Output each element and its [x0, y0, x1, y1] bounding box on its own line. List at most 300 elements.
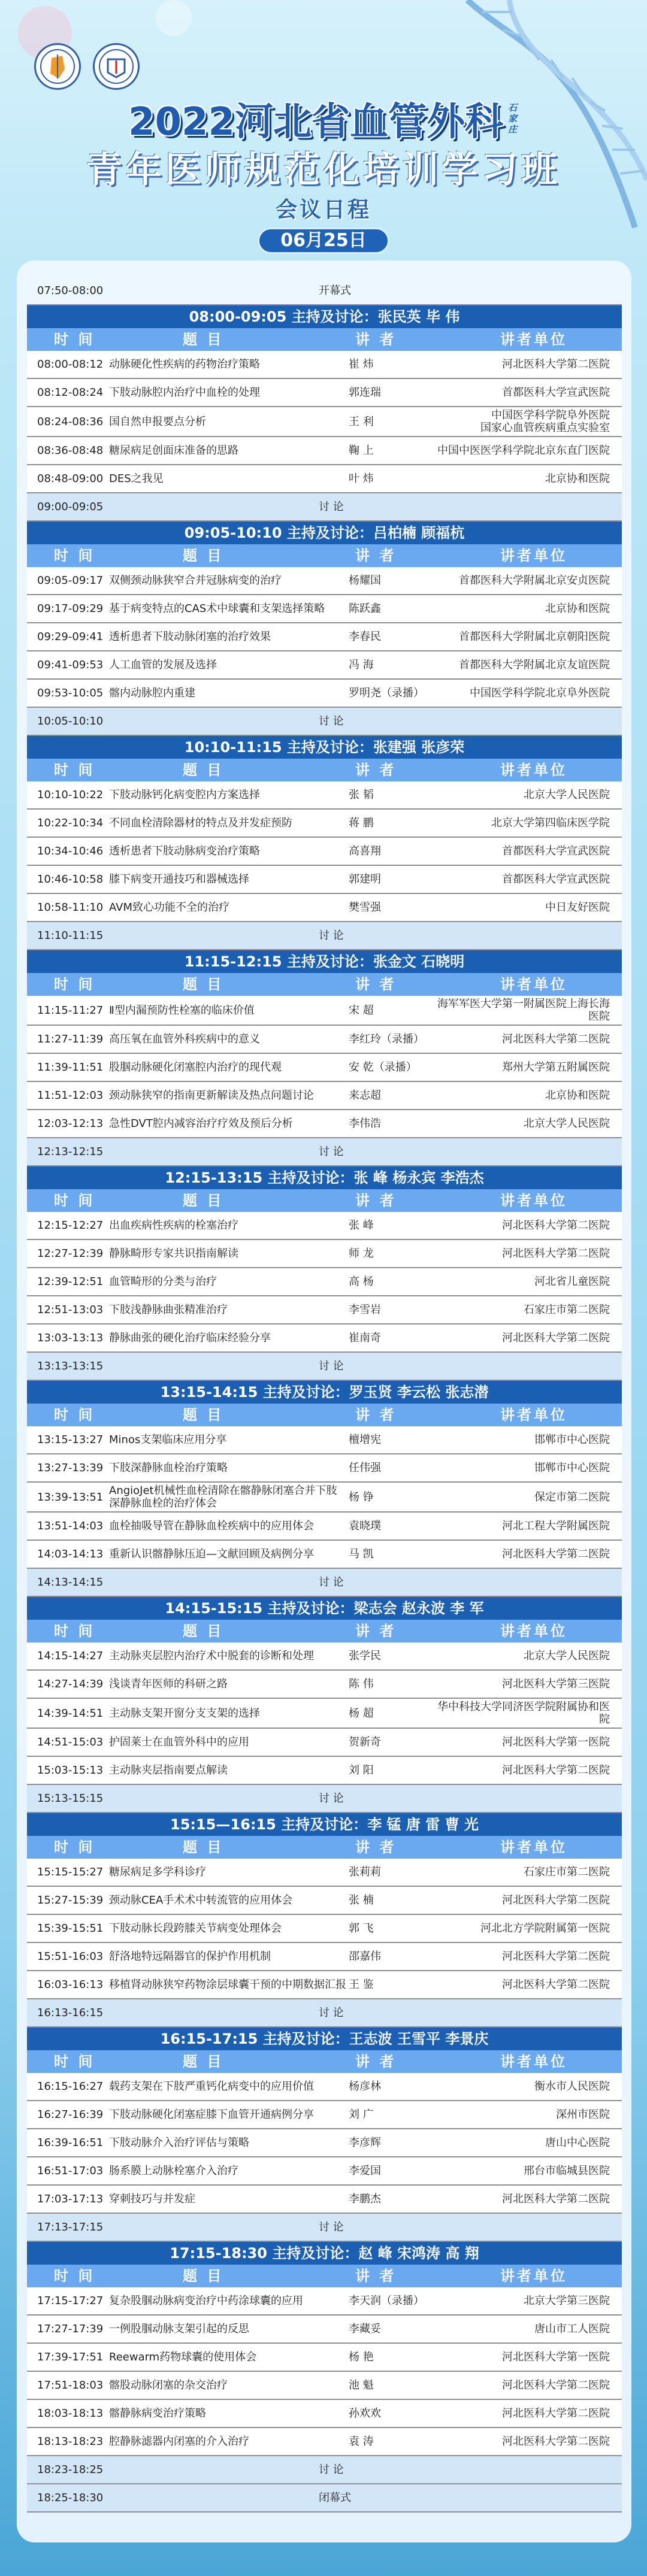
column-header-speaker: 讲 者	[355, 2053, 397, 2070]
row-topic: 动脉硬化性疾病的药物治疗策略	[109, 358, 260, 371]
event-title-line1-container	[0, 91, 647, 146]
column-header-speaker: 讲 者	[355, 547, 397, 564]
row-unit: 中国中医医学科学院北京东直门医院	[437, 444, 610, 457]
row-speaker: 任伟强	[349, 1462, 381, 1474]
table-row	[27, 810, 622, 838]
session-hosts: 张建强 张彦荣	[373, 739, 465, 756]
row-unit: 河北医科大学第二医院	[502, 1894, 610, 1907]
table-row	[27, 623, 622, 651]
column-header-unit: 讲者单位	[500, 1623, 567, 1639]
row-topic: 颈动脉CEA手术术中转流管的应用体会	[109, 1894, 293, 1907]
row-time: 17:13-17:15	[37, 2221, 104, 2233]
row-time: 14:27-14:39	[37, 1678, 104, 1690]
row-unit: 北京大学第三医院	[524, 2295, 610, 2307]
row-time: 09:41-09:53	[37, 659, 104, 671]
row-unit: 河北医科大学第二医院	[502, 1548, 610, 1560]
column-header-row	[27, 973, 622, 996]
row-time: 13:27-13:39	[37, 1462, 104, 1474]
row-time: 09:17-09:29	[37, 602, 104, 615]
row-label: 讨 论	[319, 2221, 344, 2233]
row-unit: 河北医科大学第一医院	[502, 1736, 610, 1748]
row-time: 09:00-09:05	[37, 501, 104, 513]
session-hosts: 梁志会 赵永波 李 军	[353, 1600, 484, 1617]
row-speaker: 郭建明	[349, 873, 381, 886]
column-header-topic: 题 目	[183, 1623, 224, 1639]
row-speaker: 张 峰	[349, 1219, 374, 1232]
row-speaker: 罗明尧（录播）	[349, 687, 424, 699]
table-row	[27, 2157, 622, 2186]
row-speaker: 郭连瑞	[349, 386, 381, 399]
row-time: 15:39-15:51	[37, 1922, 104, 1935]
row-unit: 石家庄市第二医院	[524, 1866, 610, 1878]
row-time: 10:34-10:46	[37, 845, 104, 857]
row-topic: 下肢动脉钙化病变腔内方案选择	[109, 789, 260, 801]
row-unit: 河北医科大学第二医院	[502, 1764, 610, 1777]
row-time: 08:36-08:48	[37, 444, 104, 457]
row-unit: 保定市第二医院	[534, 1490, 610, 1504]
table-row	[27, 1082, 622, 1110]
row-speaker: 高喜翔	[349, 845, 381, 857]
column-header-topic: 题 目	[183, 2268, 224, 2284]
table-row	[27, 465, 622, 493]
session-header	[27, 2242, 622, 2265]
row-speaker: 孙欢欢	[349, 2407, 381, 2420]
table-row	[27, 1971, 622, 1999]
row-label: 讨 论	[319, 1145, 344, 1158]
row-topic: 舒洛地特远隔器官的保护作用机制	[109, 1950, 271, 1963]
column-header-row	[27, 2050, 622, 2073]
row-speaker: 刘 阳	[349, 1764, 374, 1777]
row-unit: 海军军医大学第一附属医院上海长海医院	[437, 998, 610, 1023]
row-topic: 肠系膜上动脉栓塞介入治疗	[109, 2165, 238, 2177]
row-speaker: 李伟浩	[349, 1117, 381, 1130]
row-unit: 河北医科大学第二医院	[502, 1978, 610, 1991]
row-unit: 唐山中心医院	[545, 2136, 610, 2149]
row-topic: 基于病变特点的CAS术中球囊和支架选择策略	[109, 602, 325, 615]
row-topic: 静脉曲张的硬化治疗临床经验分享	[109, 1332, 271, 1344]
host-label: 主持及讨论：	[262, 2031, 349, 2047]
row-time: 08:24-08:36	[37, 415, 104, 428]
row-unit: 北京协和医院	[545, 472, 610, 485]
table-row	[27, 1541, 622, 1569]
row-speaker: 李天润（录播）	[349, 2295, 424, 2307]
column-header-unit: 讲者单位	[500, 2053, 567, 2070]
row-topic: 血栓抽吸导管在静脉血栓疾病中的应用体会	[109, 1520, 314, 1532]
row-unit: 河北医科大学第二医院	[502, 1247, 610, 1260]
row-unit: 河北医科大学第二医院	[502, 2407, 610, 2420]
table-row	[27, 1026, 622, 1054]
row-unit: 河北工程大学附属医院	[502, 1520, 610, 1532]
table-row	[27, 351, 622, 379]
row-speaker: 李鹏杰	[349, 2193, 381, 2205]
row-unit: 北京大学人民医院	[524, 789, 610, 801]
table-row	[27, 437, 622, 465]
row-time: 14:15-14:27	[37, 1650, 104, 1662]
row-topic: 下肢动脉腔内治疗中血栓的处理	[109, 386, 260, 399]
row-topic: DES之我见	[109, 472, 164, 485]
session-header	[27, 522, 622, 544]
table-row	[27, 1483, 622, 1513]
row-unit: 河北医科大学第一医院	[502, 2351, 610, 2363]
session-header	[27, 305, 622, 328]
session-header	[27, 950, 622, 973]
row-speaker: 杨彦林	[349, 2080, 381, 2093]
row-topic: 膝下病变开通技巧和器械选择	[109, 873, 249, 886]
row-unit: 河北医科大学第三医院	[502, 1678, 610, 1690]
closing-row	[27, 2484, 622, 2513]
row-unit: 首都医科大学宣武医院	[502, 873, 610, 886]
row-speaker: 张莉莉	[349, 1866, 381, 1878]
session-header	[27, 2028, 622, 2050]
university-hospital-logo	[93, 43, 140, 90]
row-speaker: 李春民	[349, 631, 381, 643]
column-header-unit: 讲者单位	[500, 976, 567, 993]
row-speaker: 邵嘉伟	[349, 1950, 381, 1963]
row-topic: Minos支架临床应用分享	[109, 1434, 227, 1446]
column-header-unit: 讲者单位	[500, 1839, 567, 1856]
table-row	[27, 2186, 622, 2214]
table-row	[27, 1642, 622, 1671]
row-topic: 急性DVT腔内减容治疗疗效及预后分析	[109, 1117, 293, 1130]
row-speaker: 冯 海	[349, 659, 374, 671]
row-unit: 首都医科大学宣武医院	[502, 386, 610, 399]
row-topic: 复杂股腘动脉病变治疗中药涂球囊的应用	[109, 2295, 303, 2307]
row-time: 11:39-11:51	[37, 1061, 104, 1074]
table-row	[27, 1296, 622, 1325]
row-unit: 河北医科大学第二医院	[502, 1219, 610, 1232]
row-unit: 首都医科大学附属北京安贞医院	[459, 574, 610, 587]
column-header-speaker: 讲 者	[355, 1192, 397, 1209]
row-time: 15:15-15:27	[37, 1866, 104, 1878]
host-label: 主持及讨论：	[267, 1169, 354, 1186]
discussion-row	[27, 1353, 622, 1381]
column-header-unit: 讲者单位	[500, 1407, 567, 1423]
table-row	[27, 595, 622, 623]
row-label: 讨 论	[319, 929, 344, 942]
discussion-row	[27, 2456, 622, 2484]
row-unit: 河北北方学院附属第一医院	[480, 1922, 610, 1935]
table-row	[27, 1887, 622, 1915]
row-topic: 髂股动脉闭塞的杂交治疗	[109, 2379, 228, 2392]
row-unit: 河北医科大学第二医院	[502, 358, 610, 371]
column-header-topic: 题 目	[183, 976, 224, 993]
row-time: 13:15-13:27	[37, 1434, 104, 1446]
table-row	[27, 996, 622, 1026]
table-row	[27, 838, 622, 866]
row-topic: 主动脉夹层指南要点解读	[109, 1764, 228, 1777]
row-speaker: 樊雪强	[349, 901, 381, 914]
session-time: 16:15-17:15	[160, 2031, 258, 2047]
session-time: 13:15-14:15	[160, 1384, 258, 1401]
table-row	[27, 2101, 622, 2129]
session-hosts: 王志波 王雪平 李景庆	[349, 2031, 489, 2047]
row-time: 12:03-12:13	[37, 1117, 104, 1130]
row-unit: 北京大学人民医院	[524, 1650, 610, 1662]
row-speaker: 陈 伟	[349, 1678, 374, 1690]
table-row	[27, 407, 622, 437]
row-time: 17:51-18:03	[37, 2379, 104, 2392]
session-time: 15:15—16:15	[170, 1816, 276, 1833]
host-label: 主持及讨论：	[286, 739, 373, 756]
row-speaker: 崔 炜	[349, 358, 374, 371]
table-row	[27, 1729, 622, 1757]
row-label: 讨 论	[319, 715, 344, 728]
row-topic: 下肢动脉介入治疗评估与策略	[109, 2136, 249, 2149]
row-speaker: 李爱国	[349, 2165, 381, 2177]
row-topic: 重新认识髂静脉压迫—文献回顾及病例分享	[109, 1548, 314, 1560]
row-time: 10:58-11:10	[37, 901, 104, 914]
session-header	[27, 1597, 622, 1620]
column-header-topic: 题 目	[183, 1407, 224, 1423]
host-label: 主持及讨论：	[281, 1816, 368, 1833]
row-time: 13:51-14:03	[37, 1520, 104, 1532]
row-time: 17:27-17:39	[37, 2323, 104, 2335]
table-row	[27, 1325, 622, 1353]
row-time: 18:25-18:30	[37, 2492, 104, 2504]
row-speaker: 崔南奇	[349, 1332, 381, 1344]
row-time: 16:39-16:51	[37, 2136, 104, 2149]
row-topic: 血管畸形的分类与治疗	[109, 1275, 217, 1288]
column-header-unit: 讲者单位	[500, 1192, 567, 1209]
row-topic: 股腘动脉硬化闭塞腔内治疗的现代观	[109, 1061, 282, 1074]
row-speaker: 高 杨	[349, 1275, 374, 1288]
row-label: 讨 论	[319, 2007, 344, 2019]
column-header-time: 时 间	[54, 762, 95, 778]
host-label: 主持及讨论：	[286, 953, 373, 970]
table-row	[27, 1943, 622, 1971]
row-speaker: 袁晓璞	[349, 1520, 381, 1532]
row-unit: 首都医科大学附属北京友谊医院	[459, 659, 610, 671]
date-badge: 06月25日	[258, 228, 389, 254]
row-topic: 下肢动脉硬化闭塞症膝下血管开通病例分享	[109, 2108, 314, 2121]
row-unit: 中国医学科学院阜外医院 国家心血管疾病重点实验室	[480, 409, 610, 434]
column-header-topic: 题 目	[183, 2053, 224, 2070]
discussion-row	[27, 1138, 622, 1166]
column-header-row	[27, 2265, 622, 2287]
row-topic: 透析患者下肢动脉闭塞的治疗效果	[109, 631, 271, 643]
host-label: 主持及讨论：	[286, 525, 373, 541]
row-time: 14:13-14:15	[37, 1576, 104, 1589]
row-unit: 中国医学科学院北京阜外医院	[470, 687, 610, 699]
column-header-time: 时 间	[54, 1839, 95, 1856]
row-topic: 主动脉支架开窗分支支架的选择	[109, 1707, 260, 1720]
column-header-time: 时 间	[54, 331, 95, 348]
column-header-time: 时 间	[54, 1623, 95, 1639]
row-time: 16:15-16:27	[37, 2080, 104, 2093]
opening-row	[27, 277, 622, 305]
row-time: 17:15-17:27	[37, 2295, 104, 2307]
column-header-topic: 题 目	[183, 1839, 224, 1856]
session-time: 11:15-12:15	[184, 953, 282, 970]
column-header-row	[27, 1404, 622, 1426]
row-label: 讨 论	[319, 1360, 344, 1372]
row-time: 17:39-17:51	[37, 2351, 104, 2363]
column-header-speaker: 讲 者	[355, 331, 397, 348]
column-header-unit: 讲者单位	[500, 762, 567, 778]
row-unit: 邢台市临城县医院	[524, 2165, 610, 2177]
row-time: 11:15-11:27	[37, 1004, 104, 1017]
host-label: 主持及讨论：	[267, 1600, 354, 1617]
row-speaker: 刘 广	[349, 2108, 374, 2121]
row-label: 讨 论	[319, 1792, 344, 1805]
row-speaker: 安 乾（录播）	[349, 1061, 417, 1074]
row-speaker: 杨 铮	[349, 1490, 374, 1504]
row-unit: 北京协和医院	[545, 1089, 610, 1102]
row-topic: 下肢浅静脉曲张精准治疗	[109, 1304, 228, 1316]
row-time: 09:05-09:17	[37, 574, 104, 587]
row-time: 15:13-15:15	[37, 1792, 104, 1805]
row-topic: 下肢动脉长段跨膝关节病变处理体会	[109, 1922, 282, 1935]
column-header-speaker: 讲 者	[355, 1839, 397, 1856]
row-time: 12:39-12:51	[37, 1275, 104, 1288]
row-time: 18:13-18:23	[37, 2435, 104, 2448]
row-topic: 移植肾动脉狭窄药物涂层球囊干预的中期数据汇报	[109, 1978, 346, 1991]
row-topic: 静脉畸形专家共识指南解读	[109, 1247, 238, 1260]
row-topic: 人工血管的发展及选择	[109, 659, 217, 671]
event-title-line1: 2022河北省血管外科	[128, 100, 504, 144]
column-header-row	[27, 1189, 622, 1212]
column-header-time: 时 间	[54, 2053, 95, 2070]
table-row	[27, 2073, 622, 2101]
row-speaker: 李彦辉	[349, 2136, 381, 2149]
row-topic: 主动脉夹层腔内治疗术中脱套的诊断和处理	[109, 1650, 314, 1662]
table-row	[27, 1110, 622, 1138]
column-header-unit: 讲者单位	[500, 2268, 567, 2284]
row-unit: 河北省儿童医院	[534, 1275, 610, 1288]
column-header-unit: 讲者单位	[500, 331, 567, 348]
discussion-row	[27, 1569, 622, 1597]
row-topic: 不同血栓清除器材的特点及并发症预防	[109, 817, 292, 829]
session-time: 10:10-11:15	[184, 739, 282, 756]
row-topic: Ⅱ型内漏预防性栓塞的临床价值	[109, 1004, 255, 1017]
row-unit: 河北医科大学第二医院	[502, 1950, 610, 1963]
column-header-speaker: 讲 者	[355, 1407, 397, 1423]
row-time: 09:29-09:41	[37, 631, 104, 643]
row-unit: 首都医科大学附属北京朝阳医院	[459, 631, 610, 643]
row-time: 10:05-10:10	[37, 715, 104, 728]
row-unit: 衡水市人民医院	[534, 2080, 610, 2093]
row-speaker: 郭 飞	[349, 1922, 374, 1935]
table-row	[27, 2316, 622, 2344]
row-topic: 护固莱士在血管外科中的应用	[109, 1736, 249, 1748]
row-unit: 河北医科大学第二医院	[502, 1033, 610, 1045]
discussion-row	[27, 2214, 622, 2242]
table-row	[27, 1426, 622, 1454]
discussion-row	[27, 708, 622, 736]
column-header-row	[27, 544, 622, 567]
discussion-row	[27, 493, 622, 522]
row-unit: 北京大学第四临床医学院	[491, 817, 610, 829]
decor-bubble	[156, 0, 192, 36]
table-row	[27, 680, 622, 708]
row-topic: 载药支架在下肢严重钙化病变中的应用价值	[109, 2080, 314, 2093]
row-time: 17:03-17:13	[37, 2193, 104, 2205]
row-label: 讨 论	[319, 501, 344, 513]
column-header-row	[27, 1620, 622, 1642]
city-stamp: 石家庄	[508, 102, 518, 135]
row-time: 11:10-11:15	[37, 929, 104, 942]
table-row	[27, 2344, 622, 2372]
row-time: 16:51-17:03	[37, 2165, 104, 2177]
row-topic: 高压氧在血管外科疾病中的意义	[109, 1033, 260, 1045]
discussion-row	[27, 1999, 622, 2028]
row-time: 08:12-08:24	[37, 386, 104, 399]
row-speaker: 檀增宪	[349, 1434, 381, 1446]
table-row	[27, 651, 622, 680]
row-unit: 中日友好医院	[545, 901, 610, 914]
table-row	[27, 2287, 622, 2316]
row-time: 09:53-10:05	[37, 687, 104, 699]
host-label: 主持及讨论：	[272, 2245, 359, 2262]
column-header-time: 时 间	[54, 547, 95, 564]
session-header	[27, 1381, 622, 1404]
row-speaker: 王 鉴	[349, 1978, 374, 1991]
column-header-row	[27, 1836, 622, 1859]
discussion-row	[27, 922, 622, 950]
column-header-topic: 题 目	[183, 547, 224, 564]
table-row	[27, 866, 622, 894]
session-hosts: 张民英 毕 伟	[377, 308, 460, 325]
row-unit: 华中科技大学同济医学院附属协和医院	[437, 1701, 610, 1726]
column-header-topic: 题 目	[183, 331, 224, 348]
table-row	[27, 2428, 622, 2456]
row-label: 闭幕式	[319, 2492, 351, 2504]
session-time: 08:00-09:05	[189, 308, 287, 325]
table-row	[27, 1699, 622, 1729]
row-time: 10:10-10:22	[37, 789, 104, 801]
table-row	[27, 2372, 622, 2400]
row-speaker: 王 利	[349, 415, 374, 428]
session-header	[27, 736, 622, 759]
row-topic: 穿刺技巧与并发症	[109, 2193, 195, 2205]
column-header-speaker: 讲 者	[355, 1623, 397, 1639]
session-hosts: 张 峰 杨永宾 李浩杰	[353, 1169, 484, 1186]
row-time: 18:03-18:13	[37, 2407, 104, 2420]
row-time: 10:22-10:34	[37, 817, 104, 829]
discussion-row	[27, 1785, 622, 1813]
column-header-time: 时 间	[54, 1192, 95, 1209]
agenda-subtitle: 会议日程	[275, 198, 371, 222]
event-title-line2: 青年医师规范化培训学习班	[86, 149, 561, 191]
row-label: 讨 论	[319, 2463, 344, 2476]
row-time: 12:13-12:15	[37, 1145, 104, 1158]
table-row	[27, 2129, 622, 2157]
agenda-table	[27, 277, 622, 2513]
row-speaker: 蒋 鹏	[349, 817, 374, 829]
row-speaker: 李红玲（录播）	[349, 1033, 424, 1045]
table-row	[27, 379, 622, 407]
session-hosts: 赵 峰 宋鸿涛 高 翔	[358, 2245, 479, 2262]
row-unit: 深州市医院	[556, 2108, 610, 2121]
session-header	[27, 1813, 622, 1836]
row-time: 13:13-13:15	[37, 1360, 104, 1372]
session-time: 09:05-10:10	[184, 525, 282, 541]
row-topic: 出血疾病性疾病的栓塞治疗	[109, 1219, 238, 1232]
row-topic: AngioJet机械性血栓清除在髂静脉闭塞合并下肢深静脉血栓的治疗体会	[109, 1484, 337, 1510]
row-unit: 郑州大学第五附属医院	[502, 1061, 610, 1074]
row-speaker: 宋 超	[349, 1004, 374, 1017]
row-label: 讨 论	[319, 1576, 344, 1589]
row-time: 16:27-16:39	[37, 2108, 104, 2121]
row-topic: 髂内动脉腔内重建	[109, 687, 195, 699]
column-header-row	[27, 328, 622, 351]
table-row	[27, 1268, 622, 1296]
row-time: 12:27-12:39	[37, 1247, 104, 1260]
session-hosts: 罗玉贤 李云松 张志潜	[349, 1384, 489, 1401]
row-topic: 一例股腘动脉支架引起的反思	[109, 2323, 249, 2335]
row-unit: 石家庄市第二医院	[524, 1304, 610, 1316]
row-speaker: 张 楠	[349, 1894, 374, 1907]
